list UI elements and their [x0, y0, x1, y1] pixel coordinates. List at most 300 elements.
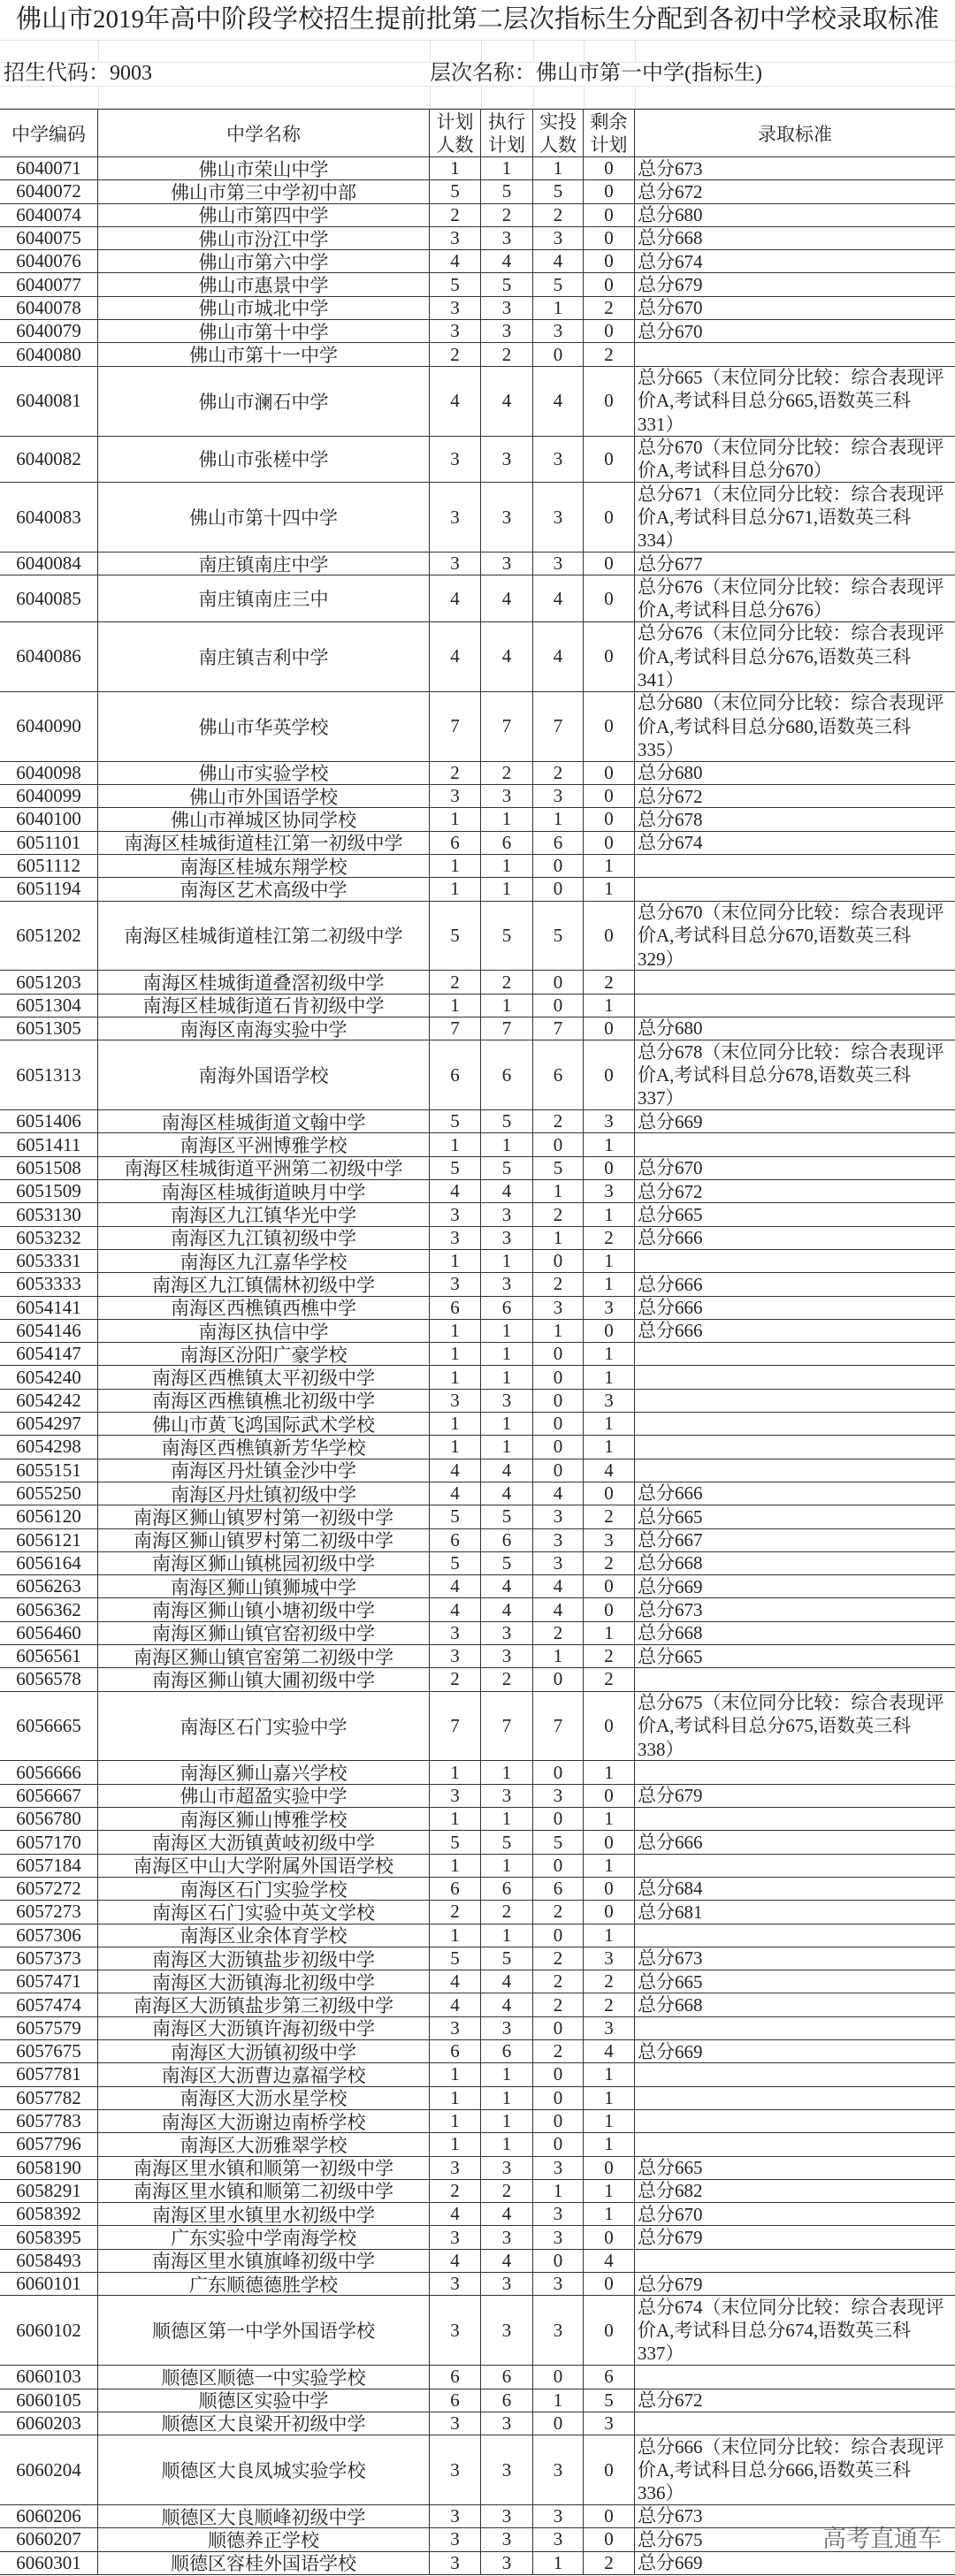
header-exec-line: 执行 — [488, 111, 525, 133]
actual-count: 3 — [533, 483, 584, 552]
plan-count: 3 — [430, 2273, 481, 2295]
exec-plan: 3 — [481, 1273, 533, 1295]
exec-plan: 5 — [481, 1947, 533, 1970]
plan-count: 3 — [430, 2412, 481, 2435]
criteria-line: 338） — [638, 1738, 684, 1760]
exec-plan: 2 — [481, 1668, 533, 1690]
school-name: 南海区艺术高级中学 — [98, 878, 430, 900]
empty-spreadsheet-row — [0, 86, 955, 109]
criteria-line: 总分678（末位同分比较：综合表现评 — [638, 1040, 944, 1063]
plan-count: 4 — [430, 250, 481, 272]
criteria-line: 价A,考试科目总分665,语数英三科 — [638, 390, 912, 412]
table-row — [0, 1110, 955, 1133]
actual-count: 0 — [533, 2017, 584, 2039]
school-code: 6056121 — [0, 1529, 98, 1551]
exec-plan: 1 — [481, 855, 533, 877]
criteria-line: 总分666 — [638, 1273, 703, 1295]
school-code: 6057783 — [0, 2110, 98, 2132]
actual-count: 3 — [533, 2435, 584, 2504]
school-code: 6040099 — [0, 785, 98, 807]
school-code: 6057273 — [0, 1901, 98, 1923]
exec-plan: 4 — [481, 575, 533, 621]
exec-plan: 1 — [481, 2110, 533, 2132]
plan-count: 2 — [430, 762, 481, 784]
remain-plan: 2 — [584, 1668, 635, 1690]
exec-plan: 3 — [481, 297, 533, 319]
school-code: 6040083 — [0, 483, 98, 552]
criteria-line: 总分665 — [638, 1203, 703, 1225]
school-name: 佛山市第三中学初中部 — [98, 180, 430, 202]
admission-criteria — [635, 692, 955, 761]
plan-count: 1 — [430, 1133, 481, 1155]
table-row — [0, 2017, 955, 2040]
remain-plan: 3 — [584, 1110, 635, 1132]
exec-plan: 2 — [481, 762, 533, 784]
criteria-line: 329） — [638, 948, 684, 970]
exec-plan: 5 — [481, 1552, 533, 1574]
remain-plan: 0 — [584, 832, 635, 854]
actual-count: 0 — [533, 855, 584, 877]
actual-count: 5 — [533, 1831, 584, 1853]
document-title: 佛山市2019年高中阶段学校招生提前批第二层次指标生分配到各初中学校录取标准 — [0, 0, 955, 41]
table-body — [0, 157, 955, 2575]
school-name: 南海区西樵镇西樵中学 — [98, 1297, 430, 1319]
school-name: 顺德区顺德一中实验学校 — [98, 2366, 430, 2388]
remain-plan: 0 — [584, 1157, 635, 1179]
actual-count: 0 — [533, 1250, 584, 1272]
school-name: 南庄镇南庄中学 — [98, 553, 430, 575]
criteria-line: 总分679 — [638, 2226, 703, 2248]
remain-plan: 1 — [584, 1808, 635, 1830]
criteria-line: 总分679 — [638, 2273, 703, 2295]
remain-plan: 0 — [584, 553, 635, 575]
school-code: 6056460 — [0, 1622, 98, 1644]
school-name: 南海区西樵镇新芳华学校 — [98, 1436, 430, 1458]
criteria-line: 总分668 — [638, 1552, 703, 1574]
exec-plan: 2 — [481, 343, 533, 365]
header-actual-line: 人数 — [539, 133, 577, 156]
admission-criteria — [635, 2250, 955, 2272]
school-code: 6056578 — [0, 1668, 98, 1690]
criteria-line: 总分670（末位同分比较：综合表现评 — [638, 902, 944, 923]
remain-plan: 1 — [584, 2180, 635, 2202]
criteria-line: 总分680 — [638, 204, 703, 226]
table-row — [0, 297, 955, 320]
school-name: 南海区石门实验学校 — [98, 1878, 430, 1900]
plan-count: 2 — [430, 1668, 481, 1690]
remain-plan: 2 — [584, 971, 635, 993]
school-code: 6060206 — [0, 2505, 98, 2527]
plan-count: 1 — [430, 995, 481, 1017]
school-name: 顺德区第一中学外国语学校 — [98, 2296, 430, 2365]
school-code: 6040074 — [0, 204, 98, 226]
plan-count: 1 — [430, 1761, 481, 1783]
actual-count: 0 — [533, 971, 584, 993]
remain-plan: 2 — [584, 1970, 635, 1993]
actual-count: 2 — [533, 204, 584, 226]
remain-plan: 2 — [584, 1552, 635, 1574]
admission-criteria — [635, 1227, 955, 1249]
actual-count: 0 — [533, 995, 584, 1017]
admission-criteria — [635, 297, 955, 319]
table-row — [0, 1459, 955, 1482]
criteria-line: 价A,考试科目总分670） — [638, 460, 832, 482]
criteria-line: 总分672 — [638, 2389, 703, 2411]
plan-count: 1 — [430, 878, 481, 900]
admission-criteria — [635, 2366, 955, 2388]
actual-count: 3 — [533, 2273, 584, 2295]
admission-criteria — [635, 2552, 955, 2574]
exec-plan: 1 — [481, 1436, 533, 1458]
exec-plan: 5 — [481, 1831, 533, 1853]
school-name: 南庄镇吉利中学 — [98, 622, 430, 691]
criteria-line: 价A,考试科目总分666,语数英三科 — [638, 2458, 912, 2481]
school-code: 6056263 — [0, 1575, 98, 1597]
admission-criteria — [635, 2226, 955, 2248]
exec-plan: 1 — [481, 1133, 533, 1155]
remain-plan: 0 — [584, 250, 635, 272]
remain-plan: 0 — [584, 1831, 635, 1853]
table-row — [0, 1785, 955, 1808]
admission-criteria — [635, 1203, 955, 1225]
criteria-line: 总分674 — [638, 250, 703, 272]
exec-plan: 3 — [481, 553, 533, 575]
plan-count: 4 — [430, 575, 481, 621]
school-name: 南海区桂城街道叠滘初级中学 — [98, 971, 430, 993]
criteria-line: 总分673 — [638, 1947, 703, 1970]
remain-plan: 1 — [584, 2203, 635, 2225]
admission-criteria — [635, 1017, 955, 1040]
actual-count: 1 — [533, 1180, 584, 1202]
plan-count: 1 — [430, 2110, 481, 2132]
admission-criteria — [635, 1390, 955, 1412]
school-code: 6054147 — [0, 1343, 98, 1365]
exec-plan: 6 — [481, 2366, 533, 2388]
criteria-line: 总分666 — [638, 1297, 703, 1319]
admission-criteria — [635, 1668, 955, 1690]
remain-plan: 0 — [584, 1692, 635, 1761]
remain-plan: 1 — [584, 1203, 635, 1225]
table-row — [0, 1505, 955, 1528]
actual-count: 0 — [533, 1459, 584, 1482]
table-row — [0, 2552, 955, 2575]
criteria-line: 价A,考试科目总分678,语数英三科 — [638, 1064, 912, 1086]
table-row — [0, 832, 955, 855]
plan-count: 2 — [430, 971, 481, 993]
actual-count: 2 — [533, 1622, 584, 1644]
criteria-line: 总分671（末位同分比较：综合表现评 — [638, 483, 944, 505]
remain-plan: 0 — [584, 204, 635, 226]
header-actual — [533, 110, 584, 156]
admission-criteria — [635, 995, 955, 1017]
remain-plan: 0 — [584, 1017, 635, 1040]
school-code: 6057782 — [0, 2087, 98, 2109]
plan-count: 6 — [430, 1040, 481, 1109]
school-name: 南海区里水镇和顺第一初级中学 — [98, 2157, 430, 2179]
table-row — [0, 995, 955, 1017]
plan-count: 6 — [430, 2040, 481, 2062]
admission-criteria — [635, 1575, 955, 1597]
criteria-line: 总分668 — [638, 1993, 703, 2016]
table-row — [0, 808, 955, 831]
actual-count: 3 — [533, 2296, 584, 2365]
plan-count: 5 — [430, 1831, 481, 1853]
plan-count: 5 — [430, 1110, 481, 1132]
criteria-line: 总分674（末位同分比较：综合表现评 — [638, 2296, 944, 2318]
exec-plan: 5 — [481, 273, 533, 295]
exec-plan: 1 — [481, 1413, 533, 1435]
actual-count: 6 — [533, 1878, 584, 1900]
criteria-line: 总分682 — [638, 2180, 703, 2202]
remain-plan: 3 — [584, 1529, 635, 1551]
plan-count: 5 — [430, 180, 481, 202]
table-row — [0, 878, 955, 901]
exec-plan: 5 — [481, 1505, 533, 1528]
exec-plan: 2 — [481, 971, 533, 993]
criteria-line: 337） — [638, 1087, 684, 1109]
school-name: 顺德区大良顺峰初级中学 — [98, 2505, 430, 2527]
admission-criteria — [635, 1692, 955, 1761]
remain-plan: 0 — [584, 1785, 635, 1807]
criteria-line: 336） — [638, 2482, 684, 2504]
admission-criteria — [635, 2040, 955, 2062]
admission-criteria — [635, 1808, 955, 1830]
table-row — [0, 1622, 955, 1645]
school-code: 6055250 — [0, 1482, 98, 1505]
school-code: 6057471 — [0, 1970, 98, 1993]
actual-count: 3 — [533, 2157, 584, 2179]
school-name: 佛山市第六中学 — [98, 250, 430, 272]
criteria-line: 总分675（末位同分比较：综合表现评 — [638, 1692, 944, 1714]
exec-plan: 3 — [481, 2273, 533, 2295]
school-name: 南海区狮山博雅学校 — [98, 1808, 430, 1830]
actual-count: 2 — [533, 1273, 584, 1295]
table-row — [0, 1761, 955, 1784]
school-code: 6051304 — [0, 995, 98, 1017]
school-code: 6051509 — [0, 1180, 98, 1202]
enroll-info-row — [0, 62, 955, 87]
admission-criteria — [635, 1970, 955, 1993]
remain-plan: 1 — [584, 1273, 635, 1295]
header-plan-line: 计划 — [436, 111, 474, 133]
plan-count: 1 — [430, 157, 481, 179]
school-code: 6058190 — [0, 2157, 98, 2179]
exec-plan: 1 — [481, 995, 533, 1017]
table-row — [0, 1017, 955, 1040]
table-row — [0, 1320, 955, 1343]
admission-criteria — [635, 1459, 955, 1482]
table-row — [0, 2435, 955, 2505]
criteria-line: 总分679 — [638, 1785, 703, 1807]
table-row — [0, 1924, 955, 1947]
school-code: 6040100 — [0, 808, 98, 830]
table-row — [0, 1970, 955, 1993]
actual-count: 0 — [533, 2366, 584, 2388]
school-code: 6058392 — [0, 2203, 98, 2225]
remain-plan: 0 — [584, 157, 635, 179]
plan-count: 4 — [430, 1598, 481, 1620]
school-name: 南海区九江镇华光中学 — [98, 1203, 430, 1225]
remain-plan: 1 — [584, 855, 635, 877]
actual-count: 2 — [533, 1993, 584, 2016]
level-name: 层次名称：佛山市第一中学(指标生) — [430, 62, 762, 85]
plan-count: 1 — [430, 2087, 481, 2109]
criteria-line: 总分665 — [638, 1645, 703, 1667]
criteria-line: 总分670（末位同分比较：综合表现评 — [638, 437, 944, 459]
table-row — [0, 1413, 955, 1436]
admission-criteria — [635, 273, 955, 295]
exec-plan: 4 — [481, 2203, 533, 2225]
school-name: 南海区西樵镇太平初级中学 — [98, 1366, 430, 1388]
admission-criteria — [635, 227, 955, 249]
school-name: 南海区大沥曹边嘉福学校 — [98, 2063, 430, 2085]
school-code: 6057373 — [0, 1947, 98, 1970]
exec-plan: 5 — [481, 1110, 533, 1132]
plan-count: 1 — [430, 1436, 481, 1458]
remain-plan: 2 — [584, 1227, 635, 1249]
remain-plan: 1 — [584, 1133, 635, 1155]
admission-criteria — [635, 785, 955, 807]
table-row — [0, 2366, 955, 2389]
plan-count: 4 — [430, 1970, 481, 1993]
admission-criteria — [635, 1273, 955, 1295]
admission-criteria — [635, 1297, 955, 1319]
plan-count: 5 — [430, 1157, 481, 1179]
criteria-line: 总分670 — [638, 2203, 703, 2225]
exec-plan: 4 — [481, 1482, 533, 1505]
exec-plan: 3 — [481, 1622, 533, 1644]
actual-count: 1 — [533, 808, 584, 830]
school-name: 南海区大沥镇黄岐初级中学 — [98, 1831, 430, 1853]
school-name: 南海区桂城街道桂江第一初级中学 — [98, 832, 430, 854]
exec-plan: 2 — [481, 2180, 533, 2202]
table-row — [0, 2157, 955, 2180]
criteria-line: 总分672 — [638, 180, 703, 202]
actual-count: 2 — [533, 1110, 584, 1132]
remain-plan: 1 — [584, 995, 635, 1017]
admission-criteria — [635, 2389, 955, 2412]
actual-count: 2 — [533, 1203, 584, 1225]
admission-criteria — [635, 1110, 955, 1132]
criteria-line: 总分666 — [638, 1482, 703, 1505]
admission-criteria — [635, 250, 955, 272]
table-row — [0, 1343, 955, 1366]
school-code: 6060103 — [0, 2366, 98, 2388]
exec-plan: 3 — [481, 1785, 533, 1807]
criteria-line: 总分667 — [638, 1529, 703, 1551]
school-code: 6053331 — [0, 1250, 98, 1272]
school-code: 6056667 — [0, 1785, 98, 1807]
exec-plan: 1 — [481, 157, 533, 179]
table-row — [0, 1529, 955, 1552]
exec-plan: 1 — [481, 1343, 533, 1365]
school-code: 6053232 — [0, 1227, 98, 1249]
table-row — [0, 180, 955, 203]
remain-plan: 0 — [584, 2528, 635, 2550]
remain-plan: 0 — [584, 2226, 635, 2248]
school-code: 6056780 — [0, 1808, 98, 1830]
remain-plan: 1 — [584, 1413, 635, 1435]
exec-plan: 4 — [481, 1180, 533, 1202]
school-code: 6051313 — [0, 1040, 98, 1109]
plan-count: 3 — [430, 2528, 481, 2550]
exec-plan: 3 — [481, 320, 533, 342]
remain-plan: 0 — [584, 437, 635, 483]
plan-count: 4 — [430, 2203, 481, 2225]
criteria-line: 价A,考试科目总分676,语数英三科 — [638, 645, 912, 667]
school-name: 南海区西樵镇樵北初级中学 — [98, 1390, 430, 1412]
school-name: 南海区桂城街道映月中学 — [98, 1180, 430, 1202]
actual-count: 6 — [533, 832, 584, 854]
header-exec-line: 计划 — [488, 133, 525, 156]
actual-count: 0 — [533, 2063, 584, 2085]
remain-plan: 1 — [584, 878, 635, 900]
table-row — [0, 2273, 955, 2296]
table-row — [0, 1855, 955, 1878]
admission-criteria — [635, 1831, 955, 1853]
exec-plan: 3 — [481, 2157, 533, 2179]
actual-count: 6 — [533, 1040, 584, 1109]
school-name: 南海区大沥镇盐步第三初级中学 — [98, 1993, 430, 2016]
actual-count: 3 — [533, 785, 584, 807]
plan-count: 6 — [430, 1529, 481, 1551]
school-name: 南海区丹灶镇初级中学 — [98, 1482, 430, 1505]
school-name: 南海区里水镇里水初级中学 — [98, 2203, 430, 2225]
remain-plan: 0 — [584, 1575, 635, 1597]
school-code: 6057272 — [0, 1878, 98, 1900]
admission-criteria — [635, 1529, 955, 1551]
remain-plan: 0 — [584, 622, 635, 691]
table-row — [0, 437, 955, 484]
school-name: 南海区狮山镇大圃初级中学 — [98, 1668, 430, 1690]
table-row — [0, 2296, 955, 2366]
table-row — [0, 1552, 955, 1575]
criteria-line: 总分666 — [638, 1227, 703, 1249]
admission-criteria — [635, 1622, 955, 1644]
admission-criteria — [635, 1901, 955, 1923]
school-name: 南海区狮山镇官窑第二初级中学 — [98, 1645, 430, 1667]
exec-plan: 6 — [481, 2389, 533, 2412]
remain-plan: 1 — [584, 2133, 635, 2155]
school-code: 6040071 — [0, 157, 98, 179]
plan-count: 1 — [430, 1250, 481, 1272]
remain-plan: 0 — [584, 902, 635, 971]
school-code: 6054298 — [0, 1436, 98, 1458]
admission-criteria — [635, 2435, 955, 2504]
school-code: 6056665 — [0, 1692, 98, 1761]
table-row — [0, 1808, 955, 1831]
table-row — [0, 483, 955, 553]
actual-count: 4 — [533, 1598, 584, 1620]
table-row — [0, 1297, 955, 1320]
exec-plan: 4 — [481, 1575, 533, 1597]
school-name: 南海区大沥镇初级中学 — [98, 2040, 430, 2062]
school-name: 南海区石门实验中学 — [98, 1692, 430, 1761]
school-name: 佛山市张槎中学 — [98, 437, 430, 483]
header-remain-line: 计划 — [590, 133, 628, 156]
criteria-line: 总分677 — [638, 553, 703, 575]
school-code: 6051508 — [0, 1157, 98, 1179]
actual-count: 4 — [533, 622, 584, 691]
school-code: 6060102 — [0, 2296, 98, 2365]
table-row — [0, 762, 955, 785]
admission-criteria — [635, 2296, 955, 2365]
admission-criteria — [635, 971, 955, 993]
actual-count: 0 — [533, 878, 584, 900]
plan-count: 3 — [430, 227, 481, 249]
criteria-line: 总分670 — [638, 320, 703, 342]
actual-count: 7 — [533, 1692, 584, 1761]
